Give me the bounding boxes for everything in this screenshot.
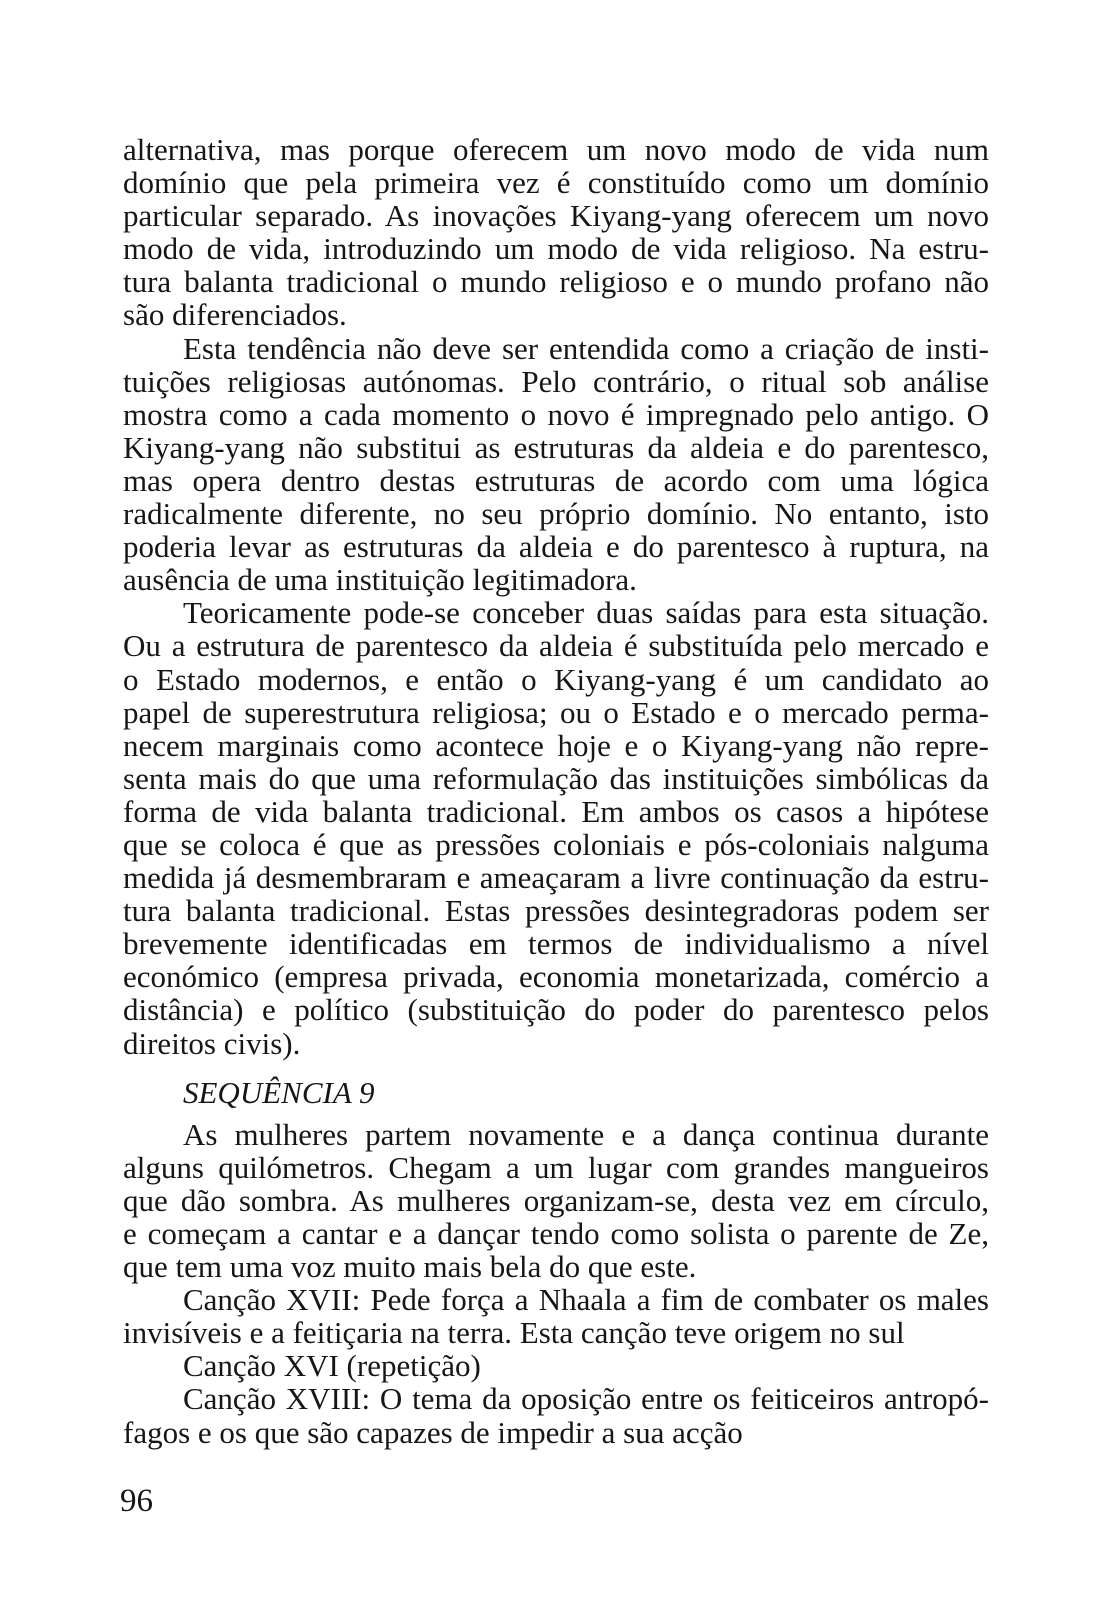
text-line: Teoricamente pode-se conceber duas saídas para esta situação. <box>183 595 989 631</box>
text-line: e começam a cantar e a dançar tendo como solista o parente de Ze, <box>123 1216 989 1251</box>
text-line: papel de superestrutura religiosa; ou o Estado e o mercado perma- <box>123 694 989 730</box>
paragraph <box>123 1118 989 1283</box>
text-line: senta mais do que uma reformulação das instituições simbólicas da <box>123 760 989 796</box>
text-line: Esta tendência não deve ser entendida como a criação de insti- <box>183 330 989 366</box>
text-line: Canção XVIII: O tema da oposição entre os feiticeiros antropó- <box>183 1381 989 1417</box>
text-line: fagos e os que são capazes de impedir a sua acção <box>123 1414 743 1450</box>
text-line: mostra como a cada momento o novo é impregnado pelo antigo. O <box>123 396 989 432</box>
text-line: necem marginais como acontece hoje e o Kiyang-yang não repre- <box>123 727 989 763</box>
text-line: tura balanta tradicional. Estas pressões desintegradoras podem ser <box>123 893 989 929</box>
text-line: medida já desmembraram e ameaçaram a livre continuação da estru- <box>123 860 989 896</box>
text-line: Canção XVI (repetição) <box>183 1348 481 1384</box>
page-body <box>123 133 989 1449</box>
text-line: Kiyang-yang não substitui as estruturas da aldeia e do parentesco, <box>123 429 989 465</box>
text-line: direitos civis). <box>123 1025 301 1061</box>
text-line: forma de vida balanta tradicional. Em ambos os casos a hipótese <box>123 793 989 829</box>
paragraph <box>123 1283 989 1349</box>
paragraph <box>123 596 989 1059</box>
text-line: As mulheres partem novamente e a dança continua durante <box>183 1116 989 1152</box>
paragraph <box>123 332 989 597</box>
paragraph <box>123 1382 989 1448</box>
text-line: o Estado modernos, e então o Kiyang-yang é um candidato ao <box>123 661 989 697</box>
text-line: poderia levar as estruturas da aldeia e do parentesco à ruptura, na <box>123 529 989 565</box>
text-line: domínio que pela primeira vez é constituído como um domínio <box>123 165 989 201</box>
text-line: tuições religiosas autónomas. Pelo contrário, o ritual sob análise <box>123 363 989 399</box>
text-line: distância) e político (substituição do poder do parentesco pelos <box>123 992 989 1028</box>
page-number: 96 <box>120 1483 153 1519</box>
text-line: Ou a estrutura de parentesco da aldeia é substituída pelo mercado e <box>123 628 989 664</box>
text-line: alternativa, mas porque oferecem um novo modo de vida num <box>123 132 989 167</box>
text-line: ausência de uma instituição legitimadora. <box>123 562 637 598</box>
text-line: que se coloca é que as pressões coloniais e pós-coloniais nalguma <box>123 826 989 862</box>
text-line: são diferenciados. <box>123 297 347 333</box>
text-line: que dão sombra. As mulheres organizam-se, desta vez em círculo, <box>123 1182 989 1218</box>
text-line: invisíveis e a feitiçaria na terra. Esta canção teve origem no sul <box>123 1315 905 1351</box>
text-line: particular separado. As inovações Kiyang-yang oferecem um novo <box>123 198 989 234</box>
paragraph <box>123 133 989 332</box>
text-line: mas opera dentro destas estruturas de acordo com uma lógica <box>123 462 989 498</box>
text-line: alguns quilómetros. Chegam a um lugar com grandes mangueiros <box>123 1149 989 1185</box>
text-line: radicalmente diferente, no seu próprio domínio. No entanto, isto <box>123 496 989 532</box>
text-line: tura balanta tradicional o mundo religioso e o mundo profano não <box>123 264 989 300</box>
text-line: que tem uma voz muito mais bela do que este. <box>123 1249 697 1285</box>
text-line: modo de vida, introduzindo um modo de vida religioso. Na estru- <box>123 231 989 267</box>
paragraph <box>123 1349 989 1382</box>
text-line: Canção XVII: Pede força a Nhaala a fim de combater os males <box>183 1282 989 1318</box>
section-heading: SEQUÊNCIA 9 <box>183 1074 375 1110</box>
text-line: económico (empresa privada, economia monetarizada, comércio a <box>123 959 989 995</box>
text-line: brevemente identificadas em termos de individualismo a nível <box>123 926 989 962</box>
